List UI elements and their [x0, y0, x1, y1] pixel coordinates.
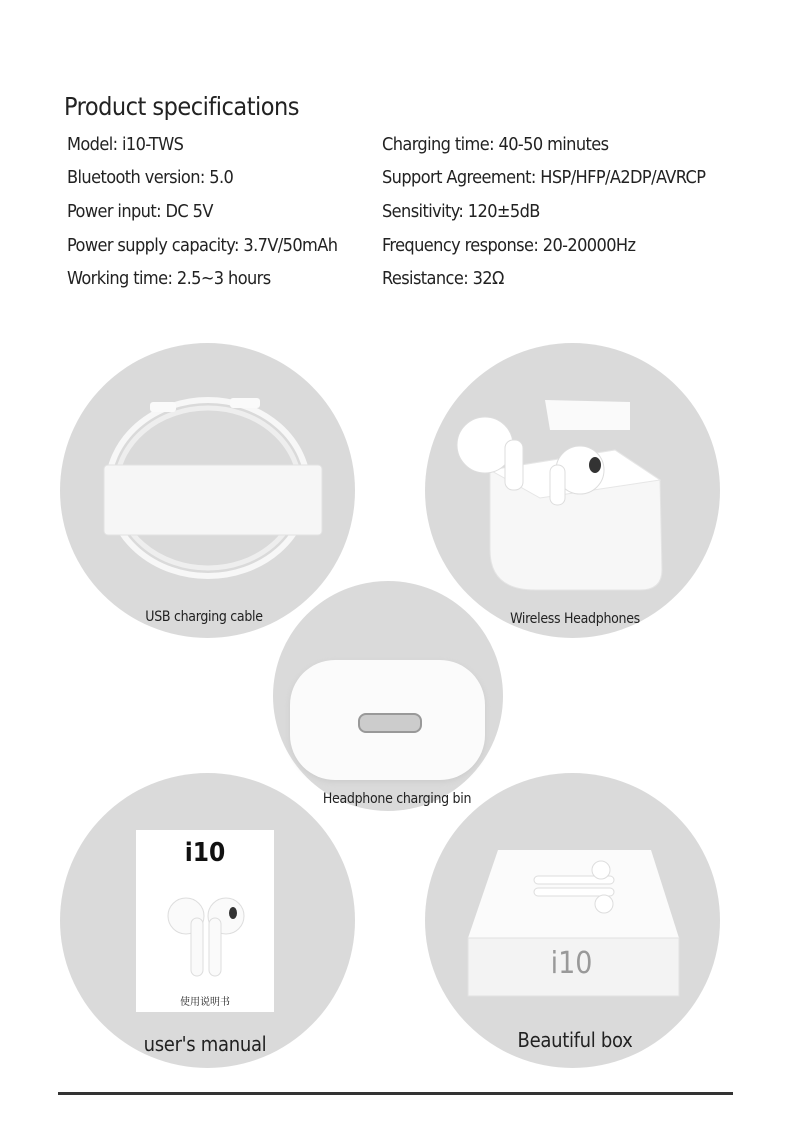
spec-power-input: Power input: DC 5V — [67, 201, 213, 222]
usb-cable-image — [90, 380, 330, 610]
manual-model: i10 — [184, 838, 226, 868]
manual-caption: user's manual — [143, 1032, 267, 1056]
cable-caption: USB charging cable — [145, 609, 263, 625]
bin-caption: Headphone charging bin — [322, 791, 472, 807]
spec-capacity: Power supply capacity: 3.7V/50mAh — [67, 235, 338, 256]
charging-bin-image — [290, 660, 485, 780]
spec-sensitivity: Sensitivity: 120±5dB — [382, 201, 540, 222]
manual-subtitle: 使用说明书 — [180, 997, 230, 1008]
manual-cover — [136, 830, 274, 1012]
spec-protocols: Support Agreement: HSP/HFP/A2DP/AVRCP — [382, 167, 706, 188]
spec-resistance: Resistance: 32Ω — [382, 268, 504, 289]
headphones-caption: Wireless Headphones — [510, 611, 640, 627]
spec-bluetooth: Bluetooth version: 5.0 — [67, 167, 234, 188]
bottom-divider — [58, 1092, 733, 1095]
box-label: i10 — [550, 946, 593, 981]
earbuds-image — [161, 888, 251, 988]
usb-port-icon — [358, 713, 422, 733]
box-caption: Beautiful box — [517, 1028, 633, 1052]
spec-model: Model: i10-TWS — [67, 134, 184, 155]
page-title: Product specifications — [64, 92, 299, 121]
wireless-headphones-image — [450, 390, 670, 600]
spec-frequency: Frequency response: 20-20000Hz — [382, 235, 636, 256]
spec-charging-time: Charging time: 40-50 minutes — [382, 134, 609, 155]
spec-working-time: Working time: 2.5~3 hours — [67, 268, 271, 289]
